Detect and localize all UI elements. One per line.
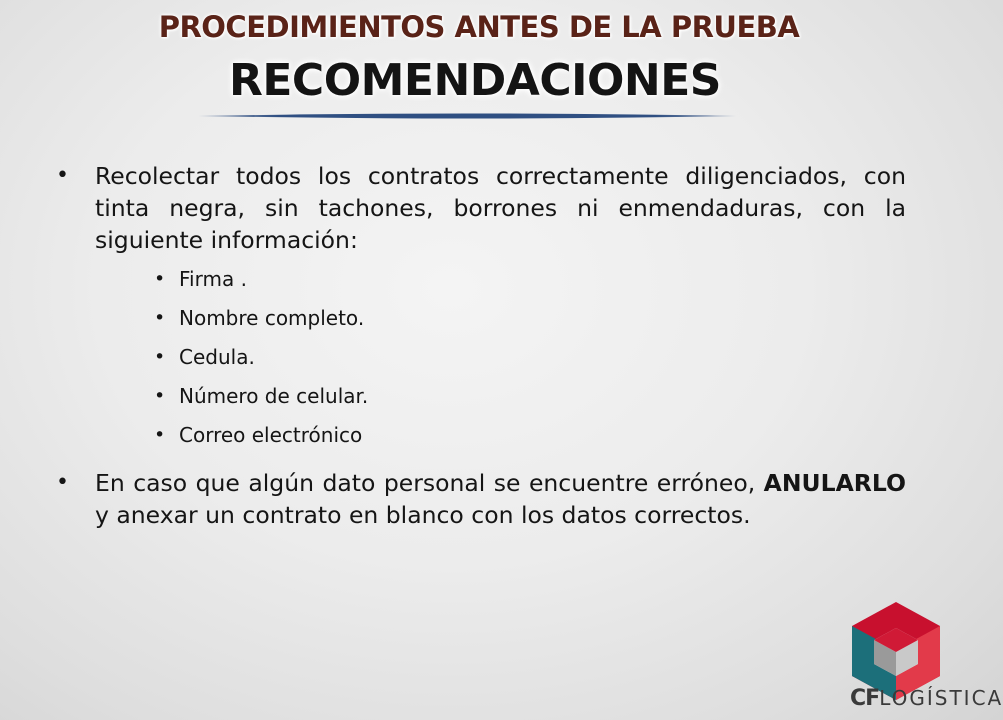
bullet-dot: • [154, 268, 166, 290]
logo-text [850, 686, 1003, 711]
heading-main: RECOMENDACIONES [228, 55, 721, 106]
bullet-text-part2: y anexar un contrato en blanco con los datos correctos. [95, 501, 751, 529]
sub-list [56, 268, 906, 446]
sub-item-nombre [56, 307, 906, 329]
content [56, 160, 906, 531]
bullet-dot: • [154, 346, 166, 368]
logo-cf: CF [850, 686, 880, 711]
bullet-text: Recolectar todos los contratos correctamente diligenciados, con tinta negra, sin tachones, borrones ni enmendaduras, con la siguiente información: [95, 162, 906, 254]
bullet-dot: • [56, 163, 69, 188]
sub-item-cedula [56, 346, 906, 368]
sub-item-text: Número de celular. [179, 384, 369, 408]
sub-item-text: Cedula. [179, 345, 255, 369]
bullet-text-part1: En caso que algún dato personal se encuentre erróneo, [95, 469, 756, 497]
title-block [0, 10, 960, 44]
bullet-dot: • [154, 385, 166, 407]
sub-item-firma [56, 268, 906, 290]
bullet-anular [56, 467, 906, 531]
bullet-dot: • [154, 307, 166, 329]
bullet-dot: • [154, 424, 166, 446]
heading-top: PROCEDIMIENTOS ANTES DE LA PRUEBA [158, 10, 800, 44]
bullet-recolectar [56, 160, 906, 256]
sub-item-text: Nombre completo. [179, 306, 365, 330]
bullet-dot: • [56, 470, 69, 495]
bullet-bold-anularlo: ANULARLO [763, 469, 906, 497]
sub-item-celular [56, 385, 906, 407]
sub-item-correo [56, 424, 906, 446]
sub-item-text: Firma . [179, 267, 247, 291]
sub-item-text: Correo electrónico [179, 423, 363, 447]
logo-rest: LOGÍSTICA [879, 686, 1003, 710]
title-underline [198, 110, 736, 122]
